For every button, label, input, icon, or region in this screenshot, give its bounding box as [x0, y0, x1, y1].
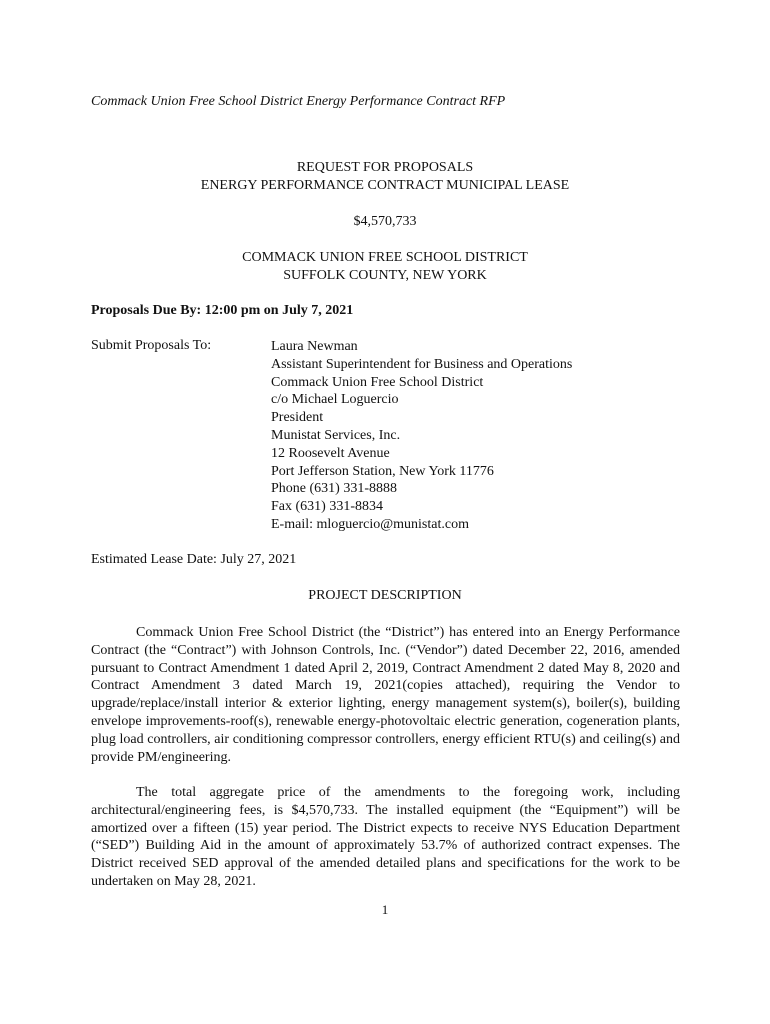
address-line: E-mail: mloguercio@munistat.com — [271, 516, 469, 532]
page-number: 1 — [381, 902, 389, 917]
project-description-heading: PROJECT DESCRIPTION — [308, 588, 462, 603]
address-line: c/o Michael Loguercio — [271, 392, 399, 408]
address-line: Laura Newman — [271, 339, 358, 354]
address-line: Commack Union Free School District — [271, 374, 484, 390]
proposals-due: Proposals Due By: 12:00 pm on July 7, 2021 — [91, 303, 354, 318]
estimated-lease-date: Estimated Lease Date: July 27, 2021 — [91, 552, 297, 567]
district-name: COMMACK UNION FREE SCHOOL DISTRICT — [242, 250, 528, 265]
address-line: Assistant Superintendent for Business and Operations — [271, 356, 573, 372]
project-paragraph-2: The total aggregate price of the amendments to the foregoing work, including architectural/engineering fees, is $4,570,733. The installed equipment (the “Equipment”) will be amortized over a fifteen (15) year period. The District expects to receive NYS Education Department (“SED”) Building Aid in the amount of approximately 53.7% of authorized contract expenses. The District received SED approval of the amended detailed plans and specifications for the work to be undertaken on May 28, 2021. — [91, 785, 680, 889]
address-line: Fax (631) 331-8834 — [271, 499, 383, 515]
address-line: Port Jefferson Station, New York 11776 — [271, 463, 494, 479]
submit-address-block — [271, 338, 572, 534]
address-line: 12 Roosevelt Avenue — [271, 445, 390, 461]
county-name: SUFFOLK COUNTY, NEW YORK — [283, 268, 487, 283]
running-header: Commack Union Free School District Energy Performance Contract RFP — [91, 94, 506, 109]
rfp-subtitle: ENERGY PERFORMANCE CONTRACT MUNICIPAL LEASE — [200, 178, 570, 193]
contract-amount: $4,570,733 — [353, 214, 417, 229]
address-line: Phone (631) 331-8888 — [271, 481, 397, 497]
address-line: Munistat Services, Inc. — [271, 427, 401, 443]
project-paragraph-1: Commack Union Free School District (the “District”) has entered into an Energy Performance Contract (the “Contract”) with Johnson Controls, Inc. (“Vendor”) dated December 22, 2016, amended pursuant to Contract Amendment 1 dated April 2, 2019, Contract Amendment 2 dated May 8, 2020 and Contract Amendment 3 dated March 19, 2021(copies attached), requiring the Vendor to upgrade/replace/install interior & exterior lighting, energy management system(s), boiler(s), building envelope improvements-roof(s), renewable energy-photovoltaic electric generation, cogeneration plants, plug load controllers, air conditioning compressor controllers, energy efficient RTU(s) and ceiling(s) and provide PM/engineering. — [91, 625, 680, 765]
submit-label: Submit Proposals To: — [91, 338, 212, 353]
rfp-title: REQUEST FOR PROPOSALS — [296, 160, 474, 175]
address-line: President — [271, 410, 324, 426]
